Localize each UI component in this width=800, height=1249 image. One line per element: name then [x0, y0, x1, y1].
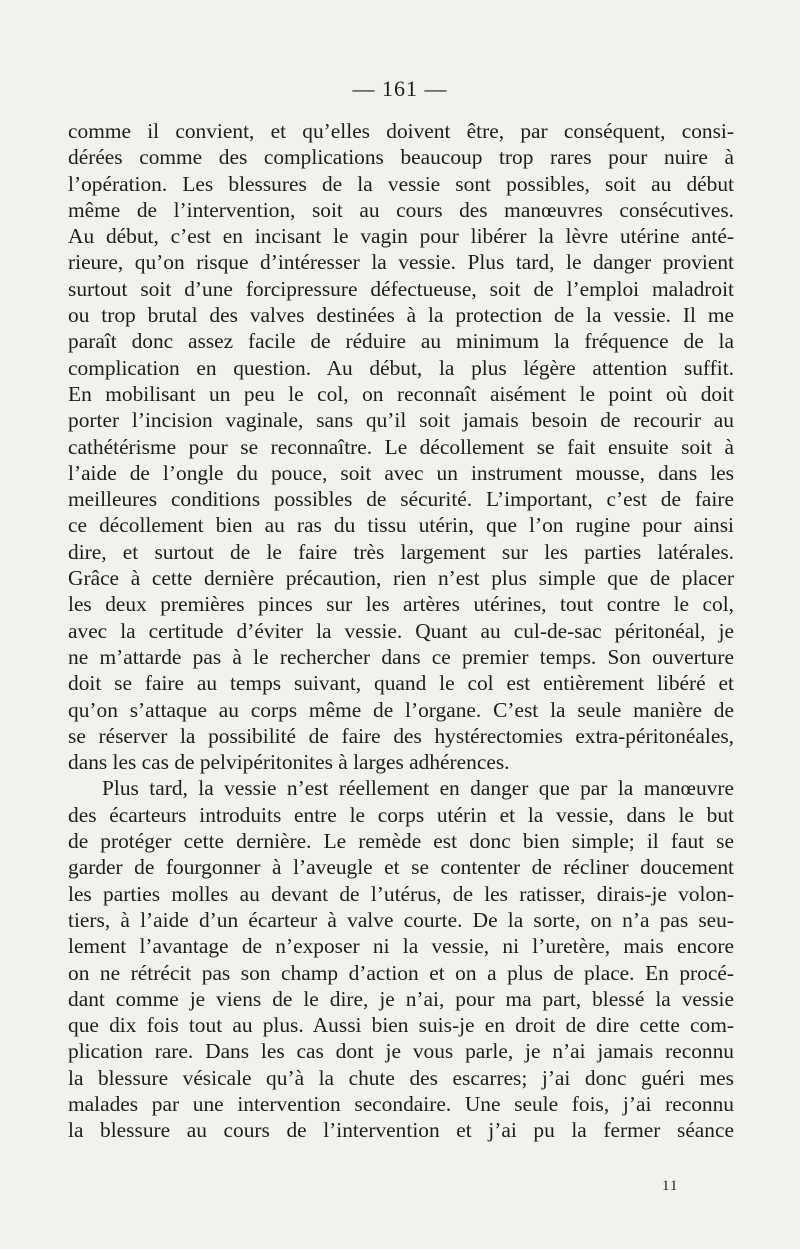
text-line: avec la certitude d’éviter la vessie. Quant au cul-de-sac péritonéal, je	[68, 618, 734, 643]
text-line: malades par une intervention secondaire. Une seule fois, j’ai reconnu	[68, 1091, 734, 1116]
text-line: des écarteurs introduits entre le corps utérin et la vessie, dans le but	[68, 802, 734, 827]
text-line: qu’on s’attaque au corps même de l’organe. C’est la seule manière de	[68, 697, 734, 722]
text-line: dire, et surtout de le faire très largement sur les parties latérales.	[68, 539, 734, 564]
text-line: de protéger cette dernière. Le remède est donc bien simple; il faut se	[68, 829, 734, 854]
text-line: tiers, à l’aide d’un écarteur à valve courte. De la sorte, on n’a pas seu-	[68, 907, 734, 932]
text-line: dans les cas de pelvipéritonites à larges adhérences.	[68, 750, 510, 775]
text-line: même de l’intervention, soit au cours des manœuvres consécutives.	[68, 197, 734, 222]
text-line: En mobilisant un peu le col, on reconnaît aisément le point où doit	[68, 381, 734, 406]
text-line: porter l’incision vaginale, sans qu’il soit jamais besoin de recourir au	[68, 408, 734, 433]
text-line: dant comme je viens de le dire, je n’ai, pour ma part, blessé la vessie	[68, 986, 734, 1011]
text-line: ou trop brutal des valves destinées à la protection de la vessie. Il me	[68, 303, 734, 328]
text-line: la blessure au cours de l’intervention et j’ai pu la fermer séance	[68, 1118, 734, 1143]
text-line: complication en question. Au début, la plus légère attention suffit.	[68, 355, 734, 380]
text-line: Plus tard, la vessie n’est réellement en danger que par la manœuvre	[102, 776, 734, 801]
text-line: on ne rétrécit pas son champ d’action et on a plus de place. En procé-	[68, 960, 734, 985]
text-line: lement l’avantage de n’exposer ni la vessie, ni l’uretère, mais encore	[68, 934, 734, 959]
signature-mark: 11	[662, 1178, 679, 1194]
text-line: que dix fois tout au plus. Aussi bien suis-je en droit de dire cette com-	[68, 1013, 734, 1038]
text-line: se réserver la possibilité de faire des hystérectomies extra-péritonéales,	[68, 723, 734, 748]
text-line: cathétérisme pour se reconnaître. Le décollement se fait ensuite soit à	[68, 434, 734, 459]
text-line: la blessure vésicale qu’à la chute des escarres; j’ai donc guéri mes	[68, 1065, 734, 1090]
text-line: les deux premières pinces sur les artères utérines, tout contre le col,	[68, 592, 734, 617]
text-line: dérées comme des complications beaucoup trop rares pour nuire à	[68, 145, 734, 170]
text-line: doit se faire au temps suivant, quand le col est entièrement libéré et	[68, 671, 734, 696]
text-line: l’opération. Les blessures de la vessie sont possibles, soit au début	[68, 171, 734, 196]
text-line: Grâce à cette dernière précaution, rien n’est plus simple que de placer	[68, 566, 734, 591]
text-line: rieure, qu’on risque d’intéresser la vessie. Plus tard, le danger provient	[68, 250, 734, 275]
page-number: — 161 —	[352, 76, 448, 101]
body-text	[68, 118, 734, 1144]
text-line: Au début, c’est en incisant le vagin pour libérer la lèvre utérine anté-	[68, 224, 734, 249]
text-line: garder de fourgonner à l’aveugle et se contenter de récliner doucement	[68, 855, 734, 880]
text-line: paraît donc assez facile de réduire au minimum la fréquence de la	[68, 329, 734, 354]
text-line: l’aide de l’ongle du pouce, soit avec un instrument mousse, dans les	[68, 460, 734, 485]
text-line: les parties molles au devant de l’utérus, de les ratisser, dirais-je volon-	[68, 881, 734, 906]
text-line: ce décollement bien au ras du tissu utérin, que l’on rugine pour ainsi	[68, 513, 734, 538]
text-line: meilleures conditions possibles de sécurité. L’important, c’est de faire	[68, 487, 734, 512]
text-line: surtout soit d’une forcipressure défectueuse, soit de l’emploi maladroit	[68, 276, 734, 301]
text-line: ne m’attarde pas à le rechercher dans ce premier temps. Son ouverture	[68, 644, 734, 669]
text-line: comme il convient, et qu’elles doivent être, par conséquent, consi-	[68, 119, 734, 143]
text-line: plication rare. Dans les cas dont je vous parle, je n’ai jamais reconnu	[68, 1039, 734, 1064]
